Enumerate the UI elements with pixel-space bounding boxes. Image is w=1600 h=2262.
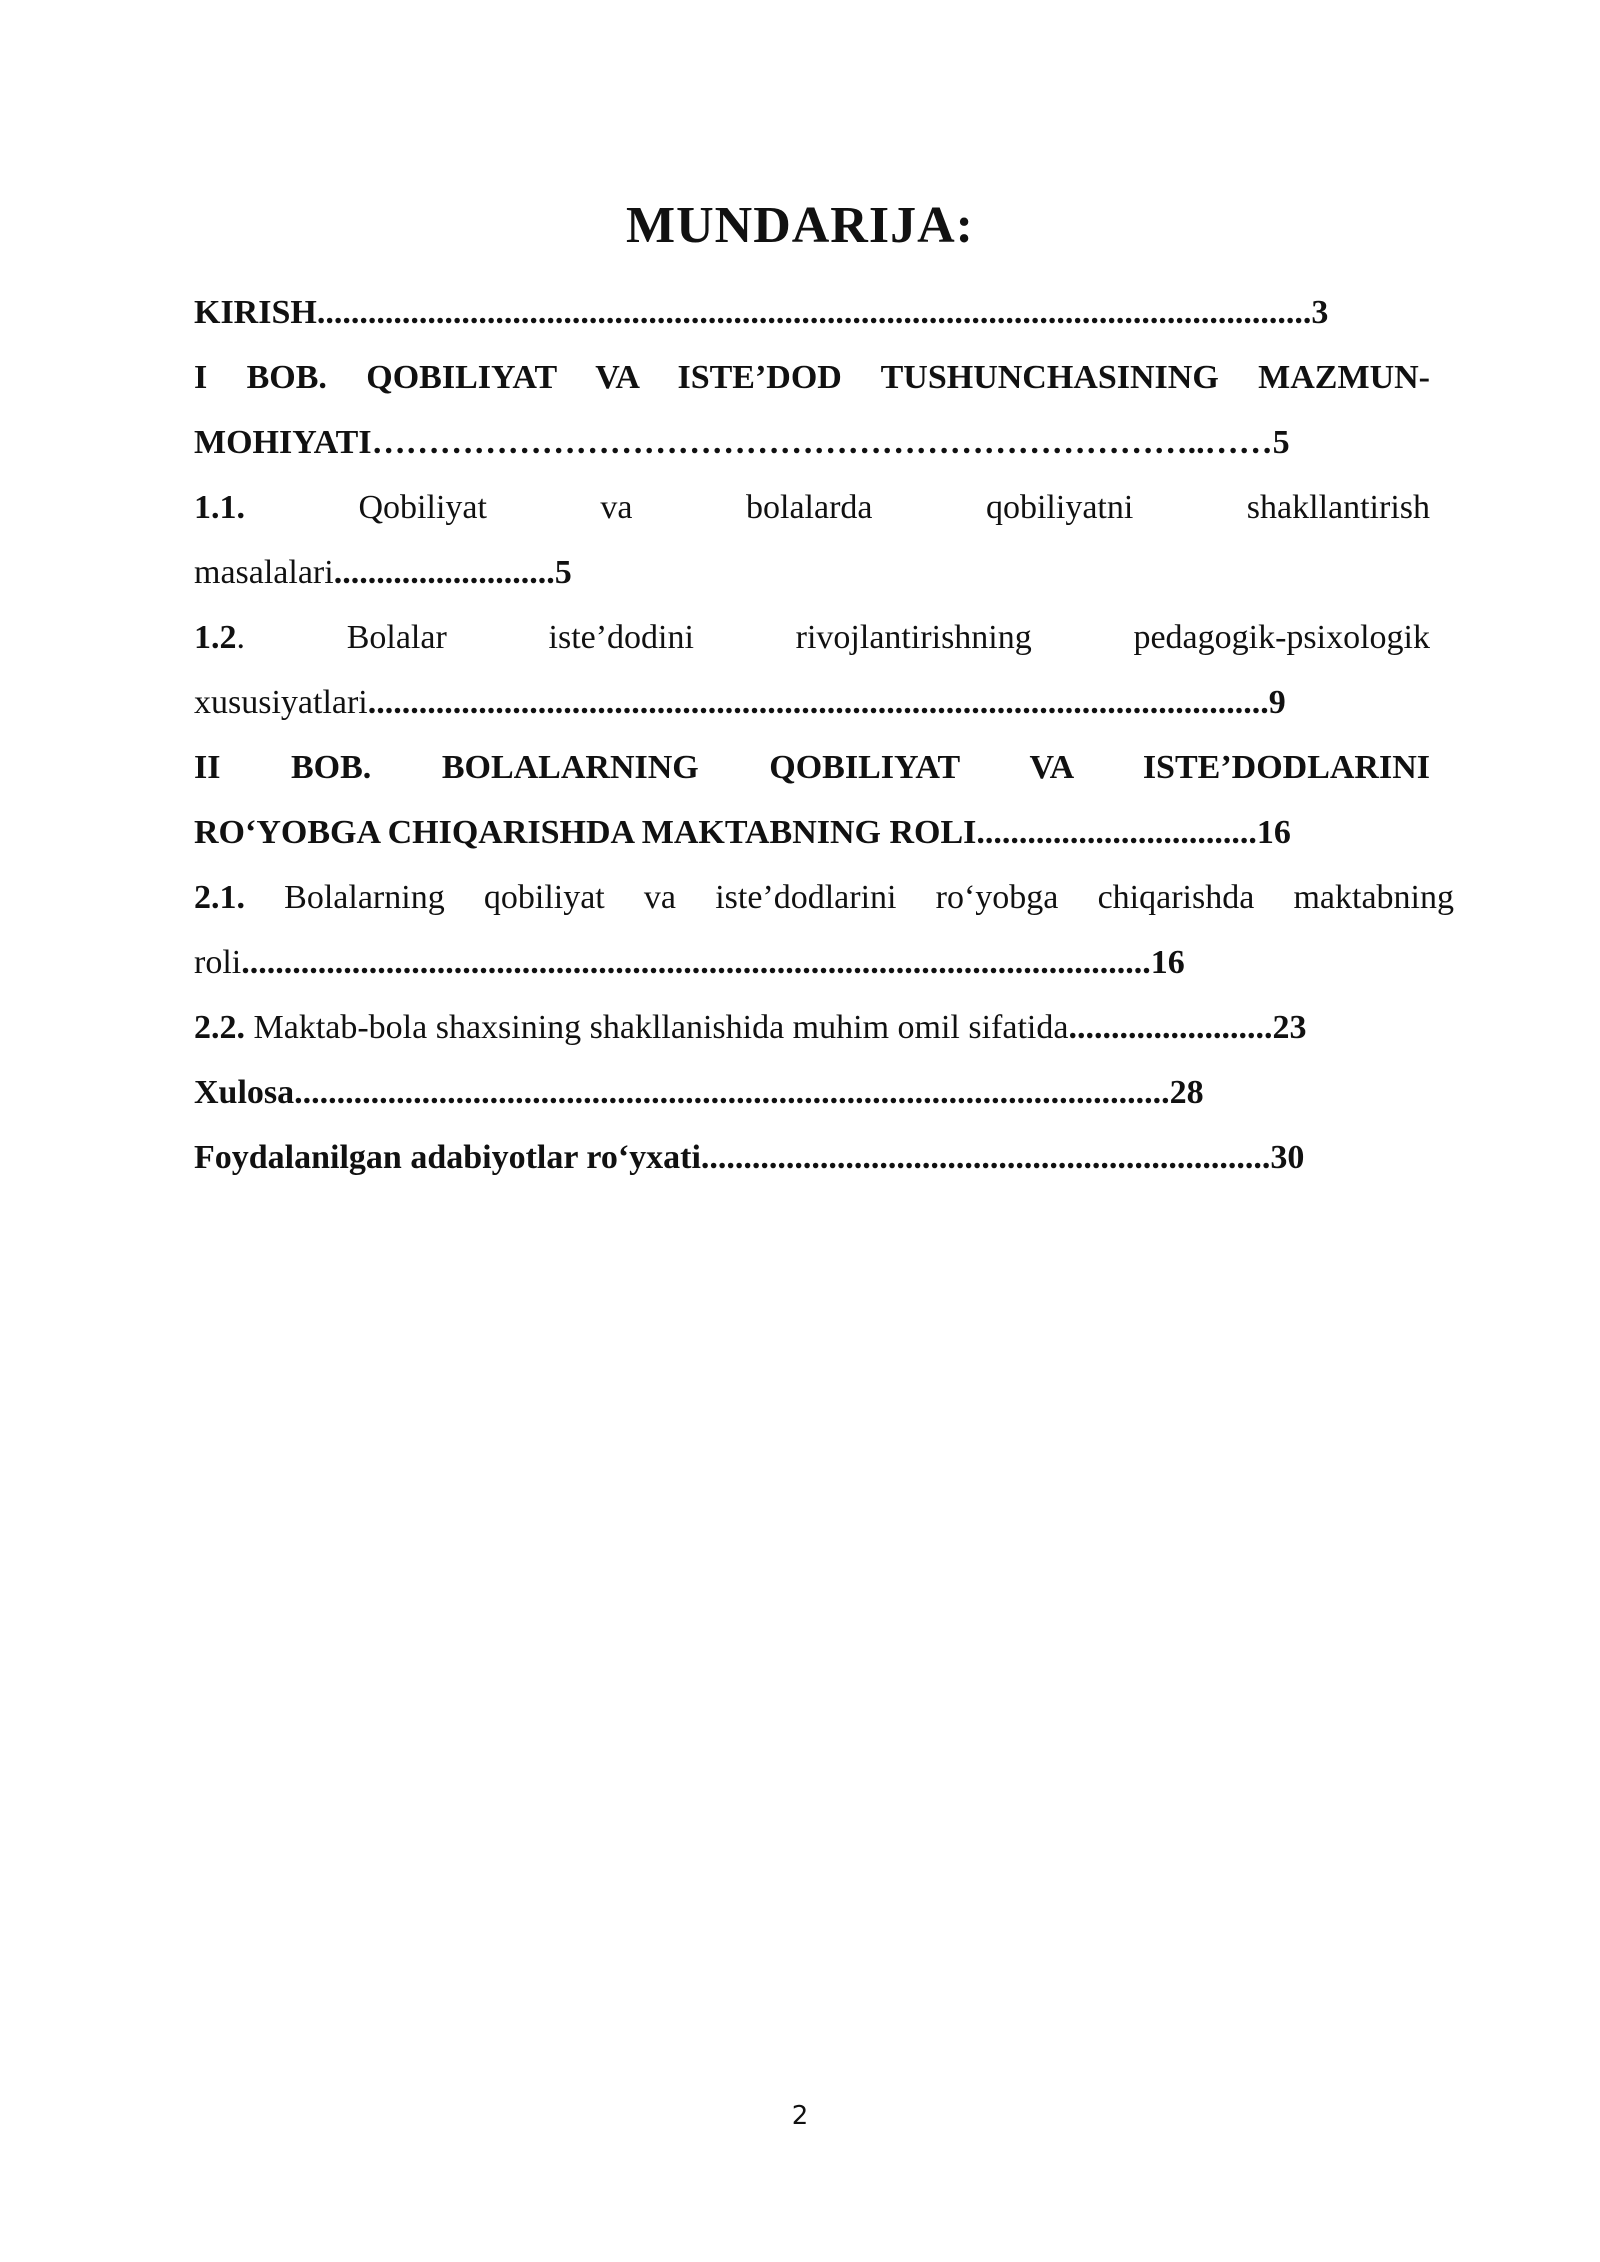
toc-entry-section-2-1-line-2 [194, 930, 1430, 995]
section-number: 2.2. [194, 1009, 245, 1046]
toc-entry-references: Foydalanilgan adabiyotlar ro‘yxati...................................................................30 [194, 1139, 1305, 1176]
toc-entry-section-2-1-line-1 [194, 865, 1454, 930]
toc-entry-chapter-1-line-2: MOHIYATI………………………………………………………………..……5 [194, 424, 1290, 461]
section-number: 2.1. [194, 879, 245, 916]
toc-entry-kirish: KIRISH.....................................................................................................................3 [194, 294, 1329, 331]
section-title: Maktab-bola shaxsining shakllanishida muhim omil sifatida [245, 1009, 1069, 1046]
page-number: 2 [791, 2101, 809, 2131]
section-leader-page: ..........................................................................................................9 [367, 684, 1286, 721]
toc-entry-chapter-2-line-1: II BOB. BOLALARNING QOBILIYAT VA ISTE’DODLARINI [194, 749, 1430, 786]
section-title: . Bolalar iste’dodini rivojlantirishning pedagogik-psixologik [236, 619, 1430, 656]
toc-entry-section-1-1-line-1 [194, 475, 1430, 540]
section-leader-page: ........................23 [1068, 1009, 1307, 1046]
table-of-contents [194, 280, 1454, 1190]
section-number: 1.2 [194, 619, 237, 656]
toc-entry-section-1-1-line-2 [194, 540, 1430, 605]
toc-entry-chapter-1-line-1: I BOB. QOBILIYAT VA ISTE’DOD TUSHUNCHASINING MAZMUN- [194, 359, 1430, 396]
section-title: Qobiliyat va bolalarda qobiliyatni shakllantirish [245, 489, 1430, 526]
section-leader-page: ...........................................................................................................16 [241, 944, 1185, 981]
section-number: 1.1. [194, 489, 245, 526]
section-title: Bolalarning qobiliyat va iste’dodlarini ro‘yobga chiqarishda maktabning [245, 879, 1454, 916]
section-title: xususiyatlari [194, 684, 368, 721]
section-title: roli [194, 944, 242, 981]
toc-entry-section-2-2 [194, 995, 1430, 1060]
toc-entry-section-1-2-line-2 [194, 670, 1430, 735]
toc-entry-section-1-2-line-1 [194, 605, 1430, 670]
section-title: masalalari [194, 554, 334, 591]
toc-entry-xulosa: Xulosa.......................................................................................................28 [194, 1074, 1204, 1111]
section-leader-page: ..........................5 [333, 554, 572, 591]
toc-entry-chapter-2-line-2: RO‘YOBGA CHIQARISHDA MAKTABNING ROLI.................................16 [194, 814, 1291, 851]
page-title: MUNDARIJA: [626, 197, 974, 254]
